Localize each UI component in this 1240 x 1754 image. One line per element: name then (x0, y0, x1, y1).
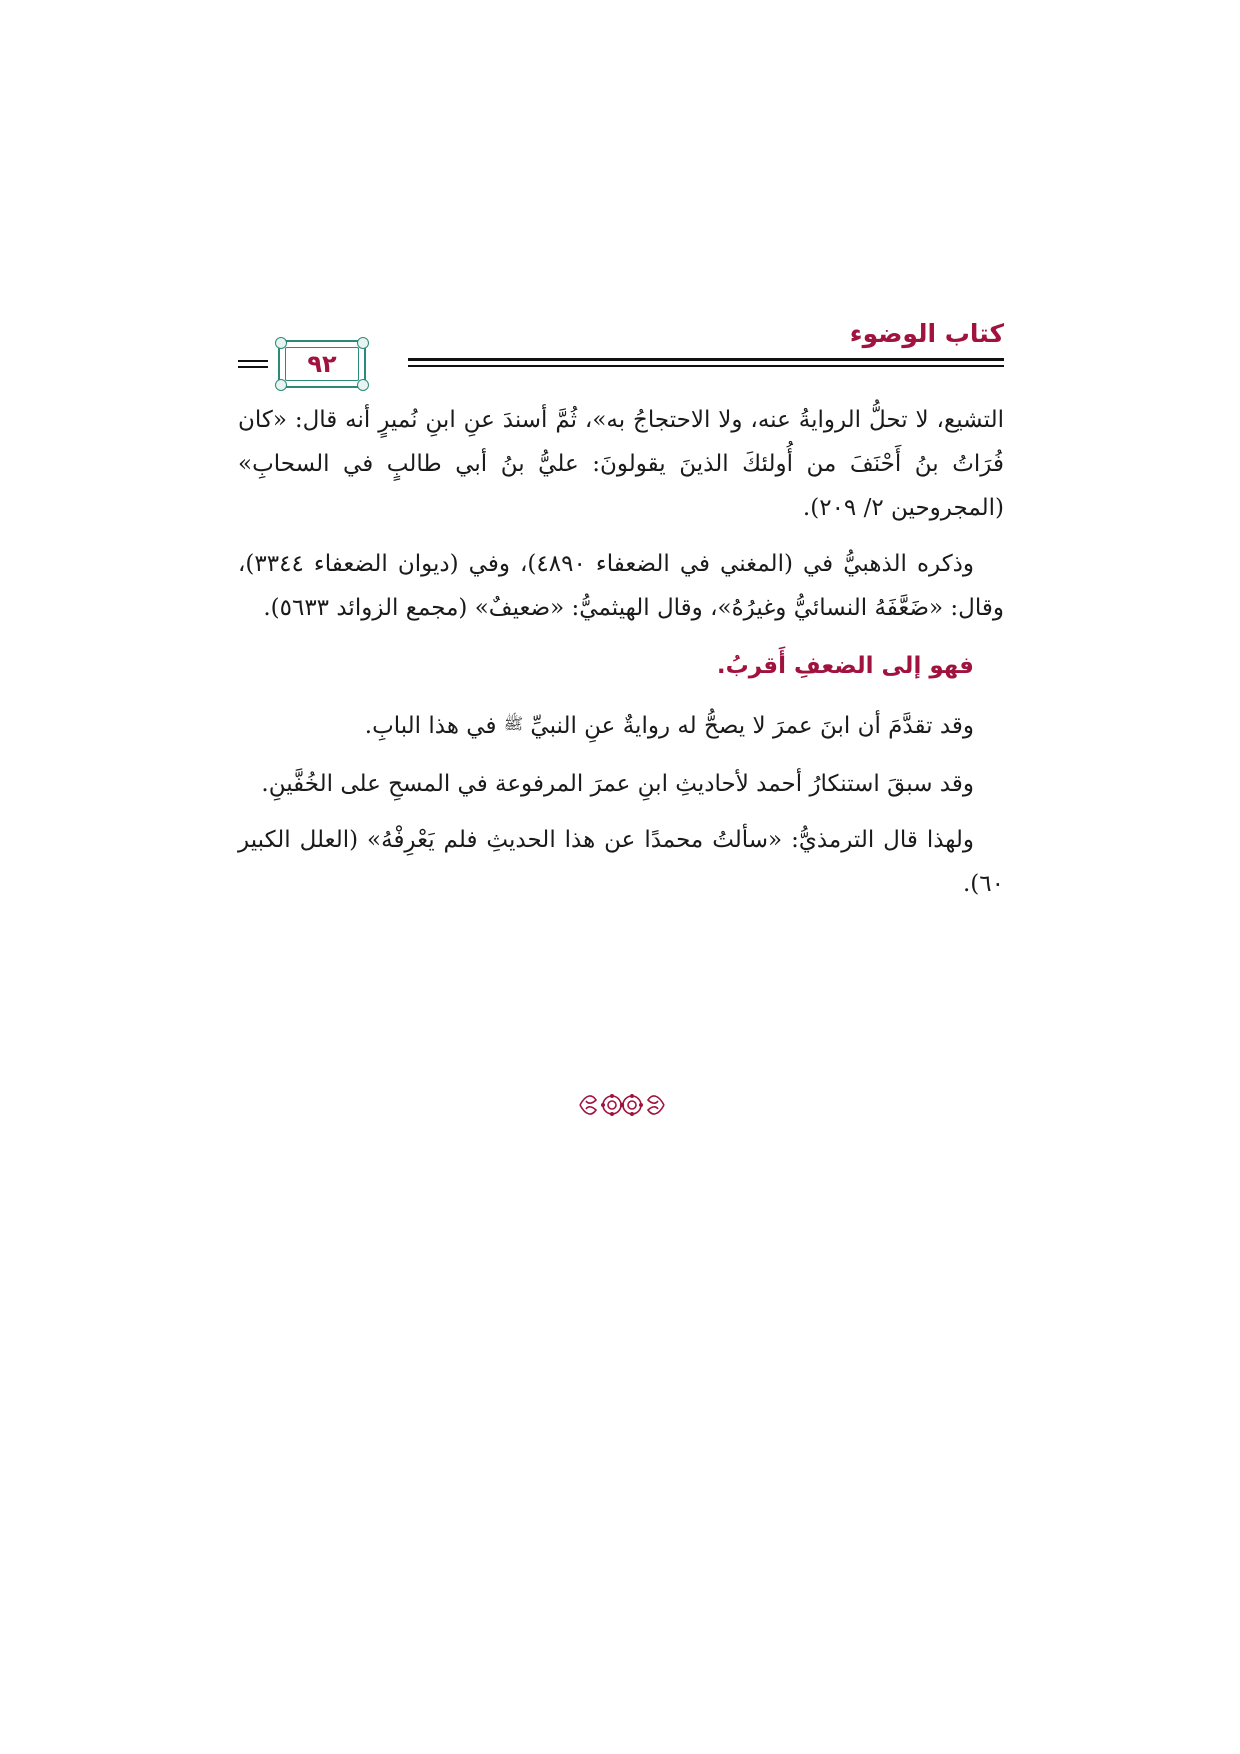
header-rule (408, 358, 1004, 361)
honorific-symbol: ﷺ (503, 714, 524, 733)
conclusion-heading: فهو إلى الضعفِ أَقربُ. (716, 653, 974, 679)
header-rule-left-secondary (238, 366, 268, 368)
book-title: كتاب الوضوء (849, 319, 1004, 348)
header-rule-secondary (408, 365, 1004, 367)
paragraph-continuation: التشيع، لا تحلُّ الروايةُ عنه، ولا الاحتجاجُ به»، ثُمَّ أسندَ عنِ ابنِ نُميرٍ أنه قال: «كان فُرَاتُ بنُ أَحْنَفَ من أُولئكَ الذينَ يقولونَ: عليُّ بنُ أبي طالبٍ في السحابِ» (المجروحين ٢/ ٢٠٩). (238, 407, 1004, 521)
page-number-frame (278, 340, 366, 388)
header-rule-left (238, 360, 268, 362)
paragraph-ibn-umar (238, 702, 1004, 748)
paragraph-dhahabi: وذكره الذهبيُّ في (المغني في الضعفاء ٤٨٩٠)، وفي (ديوان الضعفاء ٣٣٤٤)، وقال: «ضَعَّفَهُ النسائيُّ وغيرُهُ»، وقال الهيثميُّ: «ضعيفٌ» (مجمع الزوائد ٥٦٣٣). (238, 551, 1004, 621)
paragraph-ibn-umar-text-end: في هذا البابِ. (364, 713, 504, 739)
running-header (238, 318, 1004, 392)
page-number: ٩٢ (307, 350, 337, 378)
frame-corner-ornament-icon (275, 379, 287, 391)
floral-end-ornament-icon (576, 1088, 668, 1122)
frame-corner-ornament-icon (357, 379, 369, 391)
paragraph-ahmad: وقد سبقَ استنكارُ أحمد لأحاديثِ ابنِ عمرَ المرفوعة في المسحِ على الخُفَّينِ. (261, 771, 974, 797)
paragraph-tirmidhi: ولهذا قال الترمذيُّ: «سألتُ محمدًا عن هذا الحديثِ فلم يَعْرِفْهُ» (العلل الكبير ٦٠). (238, 827, 1004, 897)
paragraph-ibn-umar-text-start: وقد تقدَّمَ أن ابنَ عمرَ لا يصحُّ له روايةٌ عنِ النبيِّ (523, 713, 974, 739)
page-body (238, 398, 1004, 918)
